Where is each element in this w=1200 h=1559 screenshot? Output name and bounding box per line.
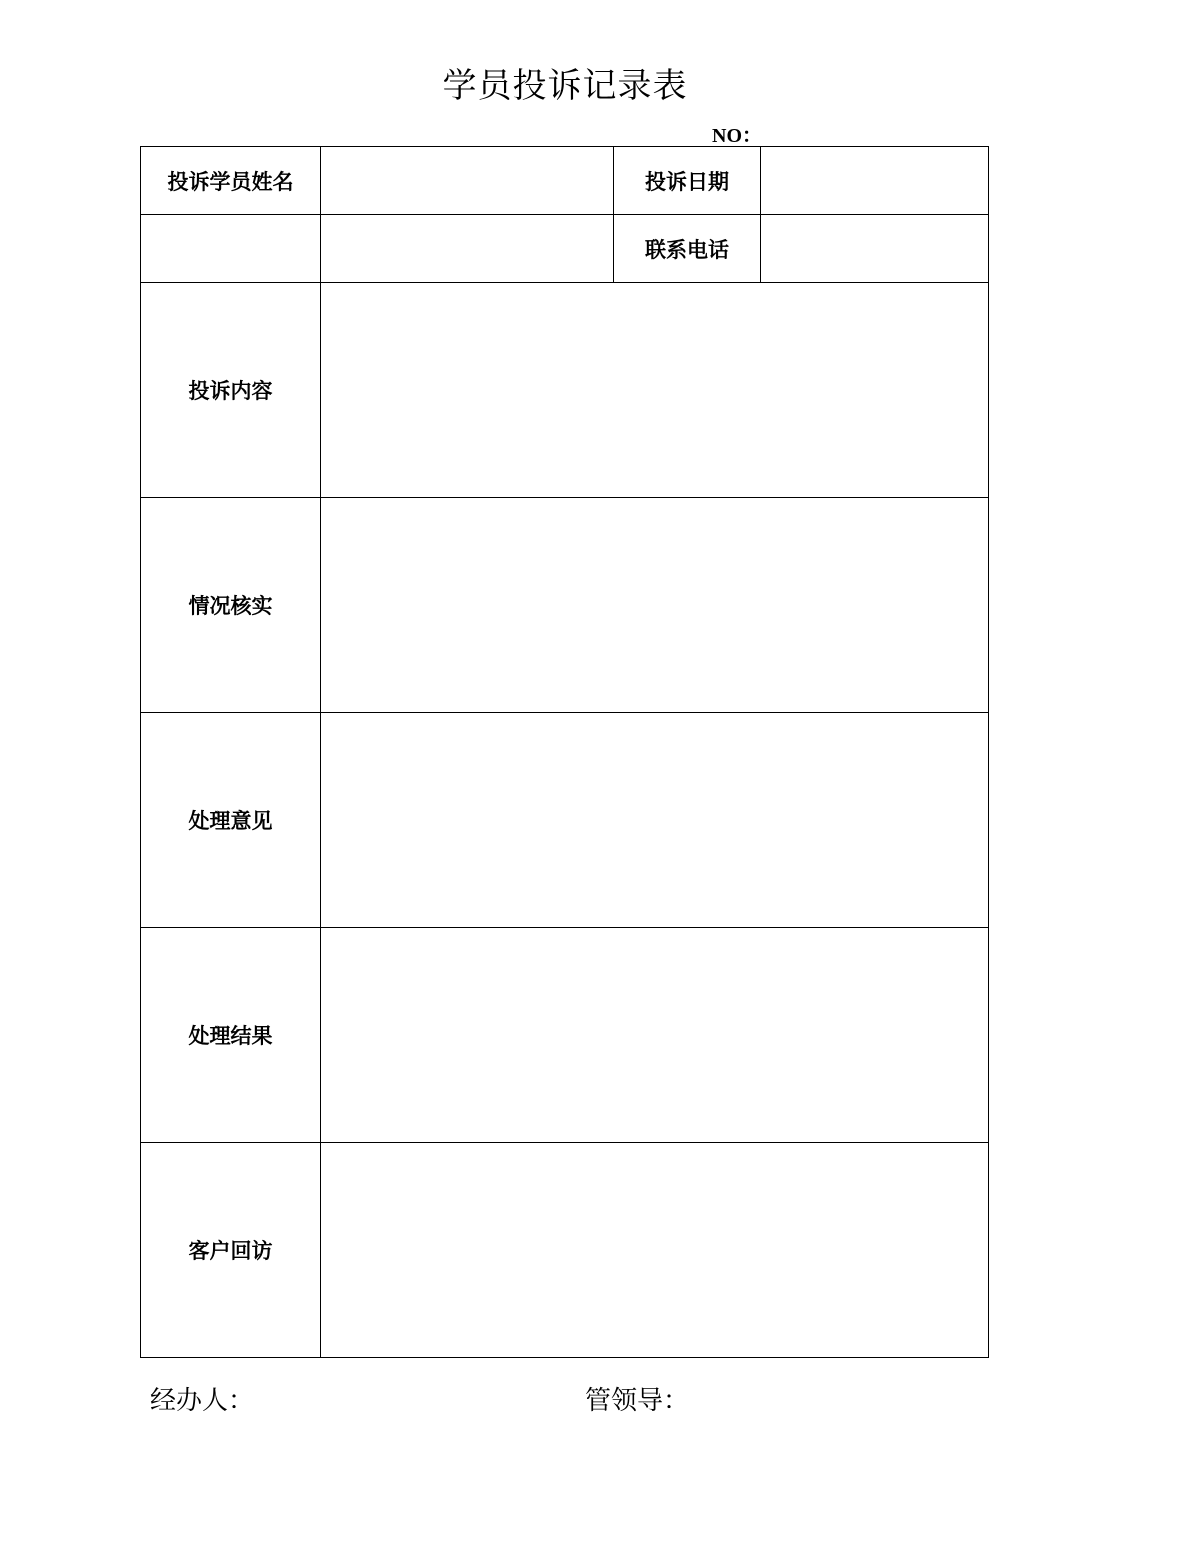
complaint-date-field[interactable] [761, 147, 989, 215]
phone-label: 联系电话 [614, 215, 761, 283]
handling-opinion-label: 处理意见 [141, 713, 321, 928]
form-row-result [141, 928, 989, 1143]
phone-field[interactable] [761, 215, 989, 283]
form-row-phone [141, 215, 989, 283]
form-row-name-date [141, 147, 989, 215]
row2-field[interactable] [321, 215, 614, 283]
form-row-followup [141, 1143, 989, 1358]
document-title: 学员投诉记录表 [442, 66, 688, 106]
student-name-field[interactable] [321, 147, 614, 215]
form-row-verification [141, 498, 989, 713]
handling-opinion-field[interactable] [321, 713, 989, 928]
handling-result-field[interactable] [321, 928, 989, 1143]
form-row-content [141, 283, 989, 498]
row2-label-cell [141, 215, 321, 283]
student-name-label: 投诉学员姓名 [141, 147, 321, 215]
form-row-opinion [141, 713, 989, 928]
handling-result-label: 处理结果 [141, 928, 321, 1143]
complaint-form-table [140, 146, 989, 1358]
customer-followup-label: 客户回访 [141, 1143, 321, 1358]
complaint-date-label: 投诉日期 [614, 147, 761, 215]
verification-field[interactable] [321, 498, 989, 713]
number-label: NO： [712, 125, 762, 147]
handler-signature-label: 经办人： [150, 1386, 255, 1416]
complaint-content-label: 投诉内容 [141, 283, 321, 498]
complaint-content-field[interactable] [321, 283, 989, 498]
customer-followup-field[interactable] [321, 1143, 989, 1358]
verification-label: 情况核实 [141, 498, 321, 713]
leader-signature-label: 管领导： [585, 1386, 690, 1416]
